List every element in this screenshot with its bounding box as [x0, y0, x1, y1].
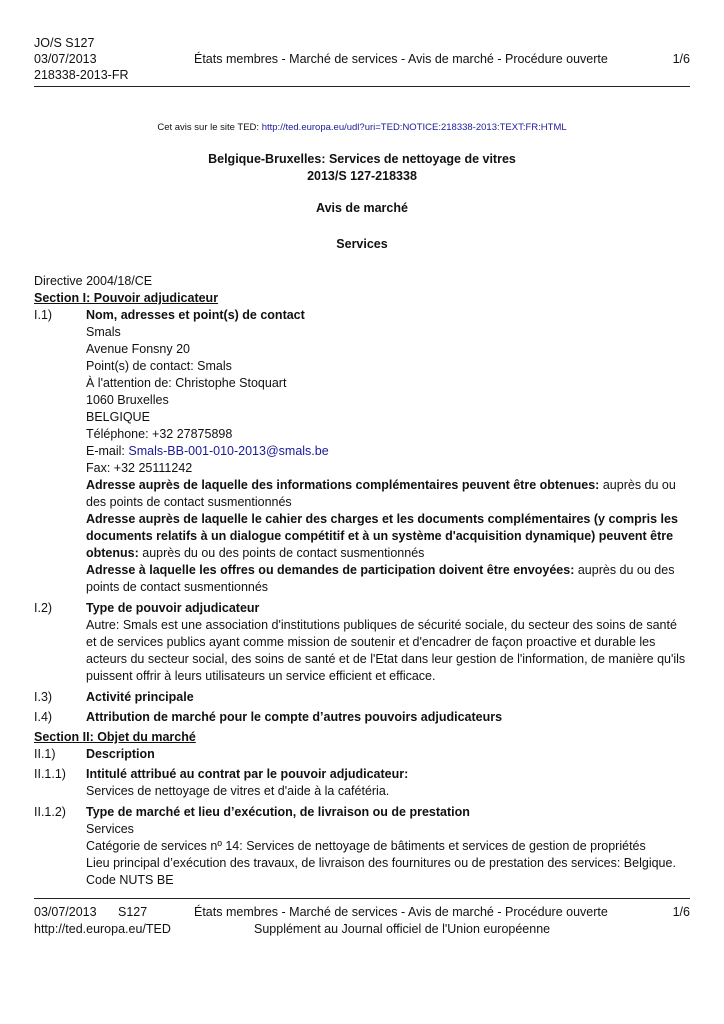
email-label: E-mail: — [86, 444, 125, 458]
header-page: 1/6 — [672, 52, 690, 66]
notice-type: Avis de marché — [316, 201, 408, 215]
info-address-label: Adresse auprès de laquelle des informations complémentaires peuvent être obtenues: — [86, 478, 600, 492]
footer-rule — [34, 898, 690, 899]
footer-page: 1/6 — [672, 905, 690, 919]
email-row — [86, 443, 690, 460]
i2-text: Autre: Smals est une association d'institutions publiques de sécurité sociale, du secteur des soins de santé et de services publics ayant comme mission de soutenir et d'encadrer de façon proactive et durable les acteurs du secteur social, des soins de santé et de l'Etat dans leur gestion de l'information, de manière qu'ils puissent offrir à leurs utilisateurs un service efficient et efficace. — [86, 618, 686, 683]
footer-title: États membres - Marché de services - Avis de marché - Procédure ouverte — [194, 905, 608, 919]
ii12-title: Type de marché et lieu d’exécution, de livraison ou de prestation — [86, 805, 470, 819]
ted-notice — [34, 121, 690, 134]
ted-notice-prefix: Cet avis sur le site TED: — [157, 122, 260, 133]
header-title: États membres - Marché de services - Avis de marché - Procédure ouverte — [194, 52, 608, 66]
ii12-content — [86, 804, 690, 889]
i4-number: I.4) — [34, 710, 53, 724]
contact-line: Avenue Fonsny 20 — [86, 342, 191, 356]
footer-series: S127 — [118, 905, 148, 919]
ii11-number: II.1.1) — [34, 767, 66, 781]
i3-title: Activité principale — [86, 690, 194, 704]
i4-title: Attribution de marché pour le compte d’autres pouvoirs adjudicateurs — [86, 710, 503, 724]
contact-line: Point(s) de contact: Smals — [86, 359, 232, 373]
ii12-number: II.1.2) — [34, 805, 66, 819]
notice-title-line2: 2013/S 127-218338 — [307, 169, 417, 183]
footer-supplement: Supplément au Journal officiel de l'Union européenne — [254, 922, 551, 936]
i2-content — [86, 600, 690, 685]
ii12-line: Lieu principal d’exécution des travaux, de livraison des fournitures ou de prestation des services: Belgique. — [86, 856, 676, 870]
i3-number: I.3) — [34, 690, 53, 704]
i1-content — [86, 307, 690, 596]
section-1-heading: Section I: Pouvoir adjudicateur — [34, 291, 219, 305]
ii12-line: Services — [86, 822, 134, 836]
docs-address-label: Adresse auprès de laquelle le cahier des charges et les documents complémentaires (y compris les documents relatifs à un dialogue compétitif et à un système d'acquisition dynamique) peuvent être obtenus: — [86, 512, 678, 560]
footer-date: 03/07/2013 — [34, 905, 97, 919]
ii11-text: Services de nettoyage de vitres et d'aide à la cafétéria. — [86, 784, 390, 798]
directive: Directive 2004/18/CE — [34, 274, 153, 288]
contact-line: Smals — [86, 325, 121, 339]
offers-address-label: Adresse à laquelle les offres ou demandes de participation doivent être envoyées: — [86, 563, 575, 577]
offers-address-value: auprès du ou des points de contact susmentionnés — [86, 563, 675, 594]
i2-title: Type de pouvoir adjudicateur — [86, 601, 260, 615]
ii12-line: Code NUTS BE — [86, 873, 174, 887]
contact-line: BELGIQUE — [86, 410, 150, 424]
notice-title — [34, 151, 690, 185]
header-meta — [34, 35, 129, 83]
ii12-line: Catégorie de services nº 14: Services de nettoyage de bâtiments et services de gestion de propriétés — [86, 839, 646, 853]
info-address-value: auprès du ou des points de contact susmentionnés — [86, 478, 676, 509]
ii11-title: Intitulé attribué au contrat par le pouvoir adjudicateur: — [86, 767, 409, 781]
contact-line: Téléphone: +32 27875898 — [86, 427, 233, 441]
i1-title: Nom, adresses et point(s) de contact — [86, 308, 305, 322]
fax-line: Fax: +32 25111242 — [86, 461, 193, 475]
contact-line: 1060 Bruxelles — [86, 393, 169, 407]
footer-site: http://ted.europa.eu/TED — [34, 922, 171, 936]
contact-line: À l'attention de: Christophe Stoquart — [86, 376, 287, 390]
notice-title-line1: Belgique-Bruxelles: Services de nettoyage de vitres — [208, 152, 516, 166]
ted-notice-link[interactable]: http://ted.europa.eu/udl?uri=TED:NOTICE:218338-2013:TEXT:FR:HTML — [261, 122, 567, 133]
offers-address — [86, 562, 690, 596]
docs-address — [86, 511, 690, 562]
docs-address-value: auprès du ou des points de contact susmentionnés — [142, 546, 425, 560]
ii1-number: II.1) — [34, 747, 56, 761]
notice-ref: 218338-2013-FR — [34, 68, 129, 82]
publication-date: 03/07/2013 — [34, 52, 97, 66]
contract-type: Services — [336, 237, 388, 251]
i2-number: I.2) — [34, 601, 53, 615]
journal-id: JO/S S127 — [34, 36, 95, 50]
i1-number: I.1) — [34, 308, 53, 322]
ii1-title: Description — [86, 747, 155, 761]
header-rule — [34, 86, 690, 87]
ii11-content — [86, 766, 690, 800]
email-link[interactable]: Smals-BB-001-010-2013@smals.be — [128, 444, 329, 458]
info-address — [86, 477, 690, 511]
section-2-heading: Section II: Objet du marché — [34, 730, 196, 744]
